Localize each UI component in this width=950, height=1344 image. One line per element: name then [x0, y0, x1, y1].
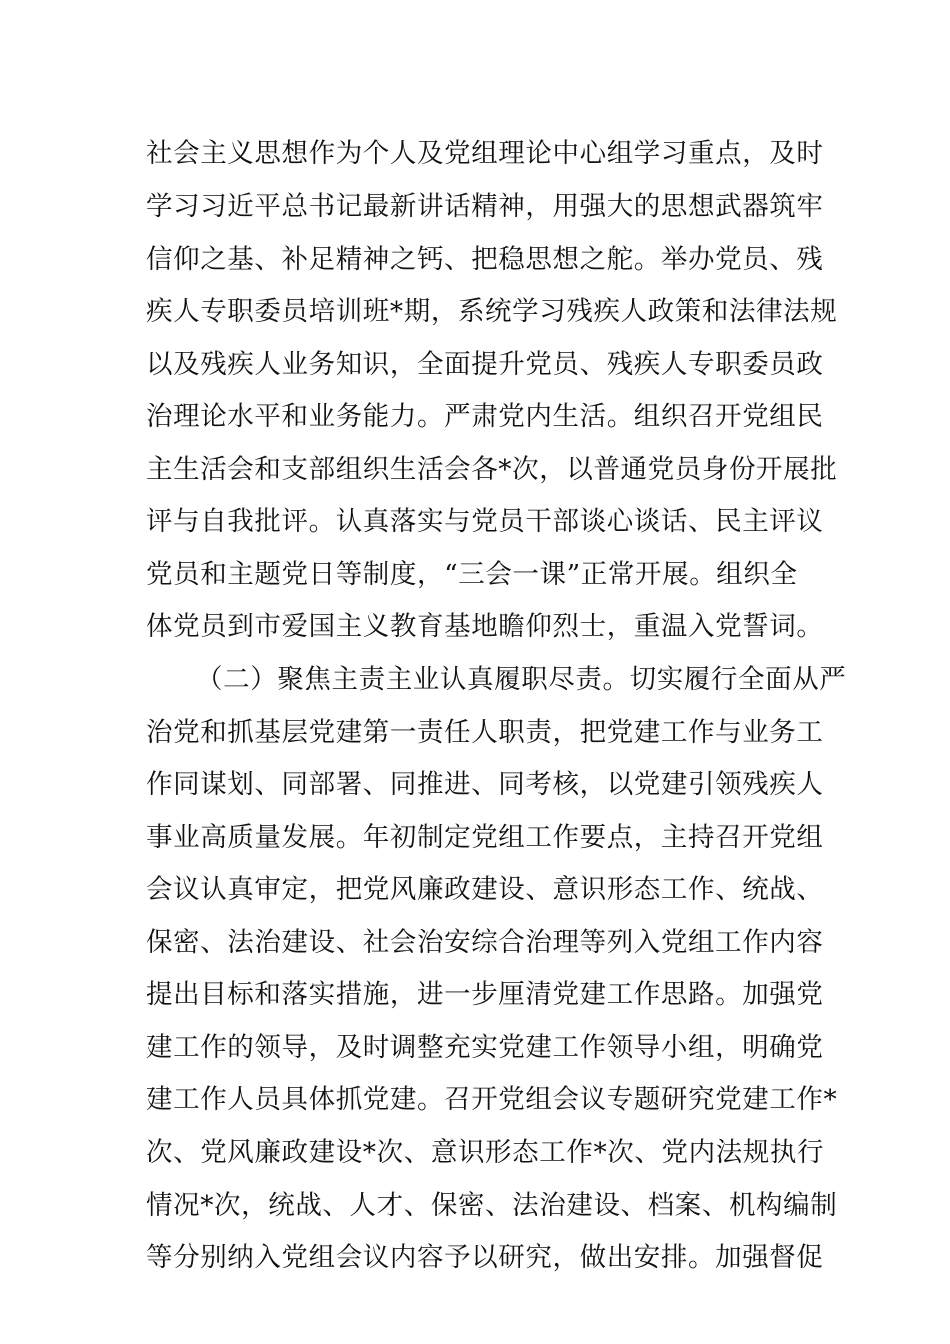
text-line: 党员和主题党日等制度，“三会一课”正常开展。组织全	[146, 559, 798, 590]
text-line: 保密、法治建设、社会治安综合治理等列入党组工作内容	[146, 927, 824, 958]
text-line: 等分别纳入党组会议内容予以研究，做出安排。加强督促	[146, 1242, 824, 1273]
text-line: 评与自我批评。认真落实与党员干部谈心谈话、民主评议	[146, 506, 824, 537]
text-line: 主生活会和支部组织生活会各*次，以普通党员身份开展批	[146, 454, 838, 485]
text-line: 治党和抓基层党建第一责任人职责，把党建工作与业务工	[146, 717, 824, 748]
text-line: 建工作的领导，及时调整充实党建工作领导小组，明确党	[146, 1032, 824, 1063]
section-heading-line: （二）聚焦主责主业认真履职尽责。切实履行全面从严	[196, 664, 847, 695]
text-line: 情况*次，统战、人才、保密、法治建设、档案、机构编制	[146, 1190, 838, 1221]
text-line: 次、党风廉政建设*次、意识形态工作*次、党内法规执行	[146, 1137, 825, 1168]
text-line: 学习习近平总书记最新讲话精神，用强大的思想武器筑牢	[146, 191, 824, 222]
text-line: 社会主义思想作为个人及党组理论中心组学习重点，及时	[146, 138, 824, 169]
text-line: 事业高质量发展。年初制定党组工作要点，主持召开党组	[146, 822, 824, 853]
text-line: 作同谋划、同部署、同推进、同考核，以党建引领残疾人	[146, 769, 824, 800]
text-line: 提出目标和落实措施，进一步厘清党建工作思路。加强党	[146, 979, 824, 1010]
text-line: 治理论水平和业务能力。严肃党内生活。组织召开党组民	[146, 401, 824, 432]
text-line: 信仰之基、补足精神之钙、把稳思想之舵。举办党员、残	[146, 244, 824, 275]
text-line: 会议认真审定，把党风廉政建设、意识形态工作、统战、	[146, 874, 824, 905]
text-line: 疾人专职委员培训班*期，系统学习残疾人政策和法律法规	[146, 296, 838, 327]
text-line: 建工作人员具体抓党建。召开党组会议专题研究党建工作*	[146, 1084, 838, 1115]
text-line: 以及残疾人业务知识，全面提升党员、残疾人专职委员政	[146, 349, 824, 380]
text-line: 体党员到市爱国主义教育基地瞻仰烈士，重温入党誓词。	[146, 611, 824, 642]
